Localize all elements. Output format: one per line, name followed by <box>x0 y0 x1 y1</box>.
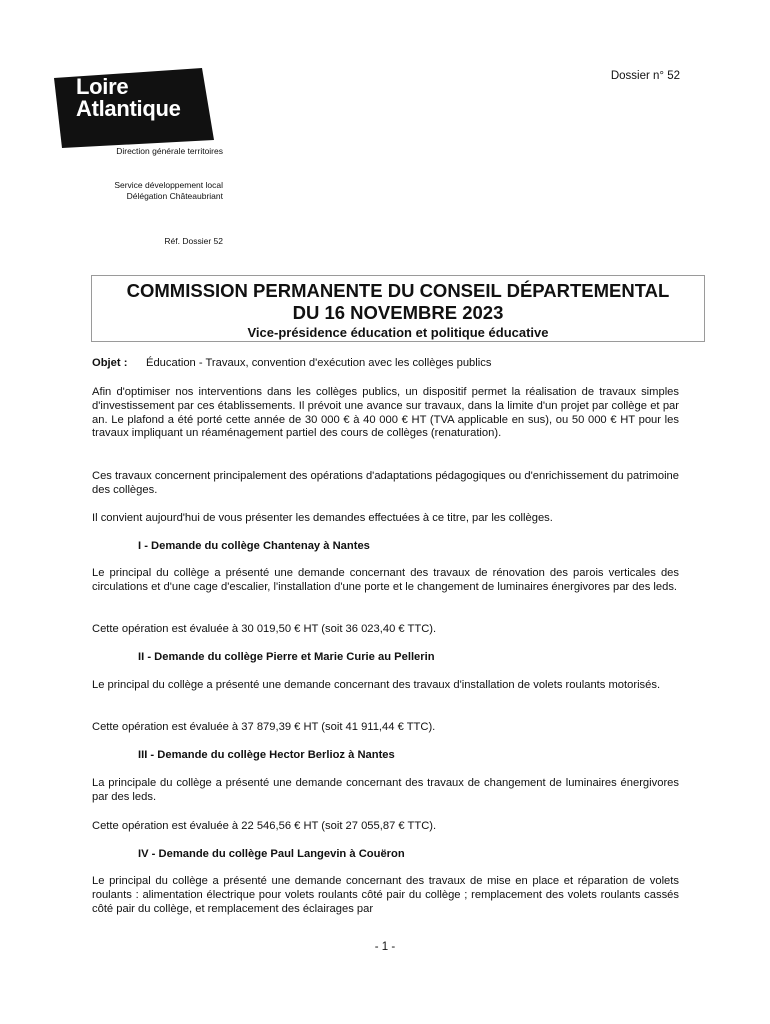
intro-paragraph-2: Ces travaux concernent principalement des opérations d'adaptations pédagogiques ou d'enrichissement du patrimoine des collèges. <box>92 470 679 496</box>
section-2-heading: II - Demande du collège Pierre et Marie Curie au Pellerin <box>138 651 435 663</box>
title-line-1: COMMISSION PERMANENTE DU CONSEIL DÉPARTEMENTAL <box>126 280 670 301</box>
service-block <box>114 180 223 202</box>
section-1-heading: I - Demande du collège Chantenay à Nantes <box>138 540 370 552</box>
title-line-2: DU 16 NOVEMBRE 2023 <box>292 302 504 323</box>
section-2-body: Le principal du collège a présenté une demande concernant des travaux d'installation de volets roulants motorisés. <box>92 679 661 691</box>
logo-wordmark <box>76 76 181 120</box>
logo-line-2: Atlantique <box>76 96 181 121</box>
section-3-heading: III - Demande du collège Hector Berlioz à Nantes <box>138 749 395 761</box>
reference-label: Réf. Dossier 52 <box>164 236 223 246</box>
section-2-cost: Cette opération est évaluée à 37 879,39 € HT (soit 41 911,44 € TTC). <box>92 721 436 733</box>
objet-line <box>92 357 679 371</box>
objet-label: Objet : <box>92 357 128 369</box>
section-1-body: Le principal du collège a présenté une demande concernant des travaux de rénovation des parois verticales des circulations et d'une cage d'escalier, l'installation d'une porte et le changement de luminaires énergivores par des leds. <box>92 567 679 593</box>
title-line-3: Vice-présidence éducation et politique éducative <box>247 325 549 340</box>
section-4-body: Le principal du collège a présenté une demande concernant des travaux de mise en place et réparation de volets roulants : alimentation électrique pour volets roulants côté pair du collège ; remplacement des volets roulants cassés côté pair du collège, et remplacement des éclairages par <box>92 875 679 915</box>
section-1-cost: Cette opération est évaluée à 30 019,50 € HT (soit 36 023,40 € TTC). <box>92 623 437 635</box>
direction-label: Direction générale territoires <box>116 146 223 156</box>
objet-text: Éducation - Travaux, convention d'exécution avec les collèges publics <box>146 357 492 369</box>
intro-paragraph-1: Afin d'optimiser nos interventions dans les collèges publics, un dispositif permet la réalisation de travaux simples d'investissement par ces établissements. Il prévoit une avance sur travaux, dans la limite d'un projet par collège et par an. Le plafond a été porté cette année de 30 000 € à 40 000 € HT (TVA applicable en sus), ou 50 000 € HT pour les travaux impliquant un réaménagement partiel des cours de collèges (renaturation). <box>92 386 679 440</box>
title-box <box>91 275 705 342</box>
page-number: - 1 - <box>374 941 396 953</box>
service-line-1: Service développement local <box>114 180 223 190</box>
service-line-2: Délégation Châteaubriant <box>126 191 223 201</box>
logo-line-1: Loire <box>76 74 129 99</box>
intro-paragraph-3: Il convient aujourd'hui de vous présenter les demandes effectuées à ce titre, par les collèges. <box>92 512 553 524</box>
dossier-number: Dossier n° 52 <box>610 70 680 82</box>
section-3-cost: Cette opération est évaluée à 22 546,56 € HT (soit 27 055,87 € TTC). <box>92 820 437 832</box>
section-3-body: La principale du collège a présenté une demande concernant des travaux de changement de luminaires énergivores par des leds. <box>92 777 679 803</box>
section-4-heading: IV - Demande du collège Paul Langevin à Couëron <box>138 848 405 860</box>
